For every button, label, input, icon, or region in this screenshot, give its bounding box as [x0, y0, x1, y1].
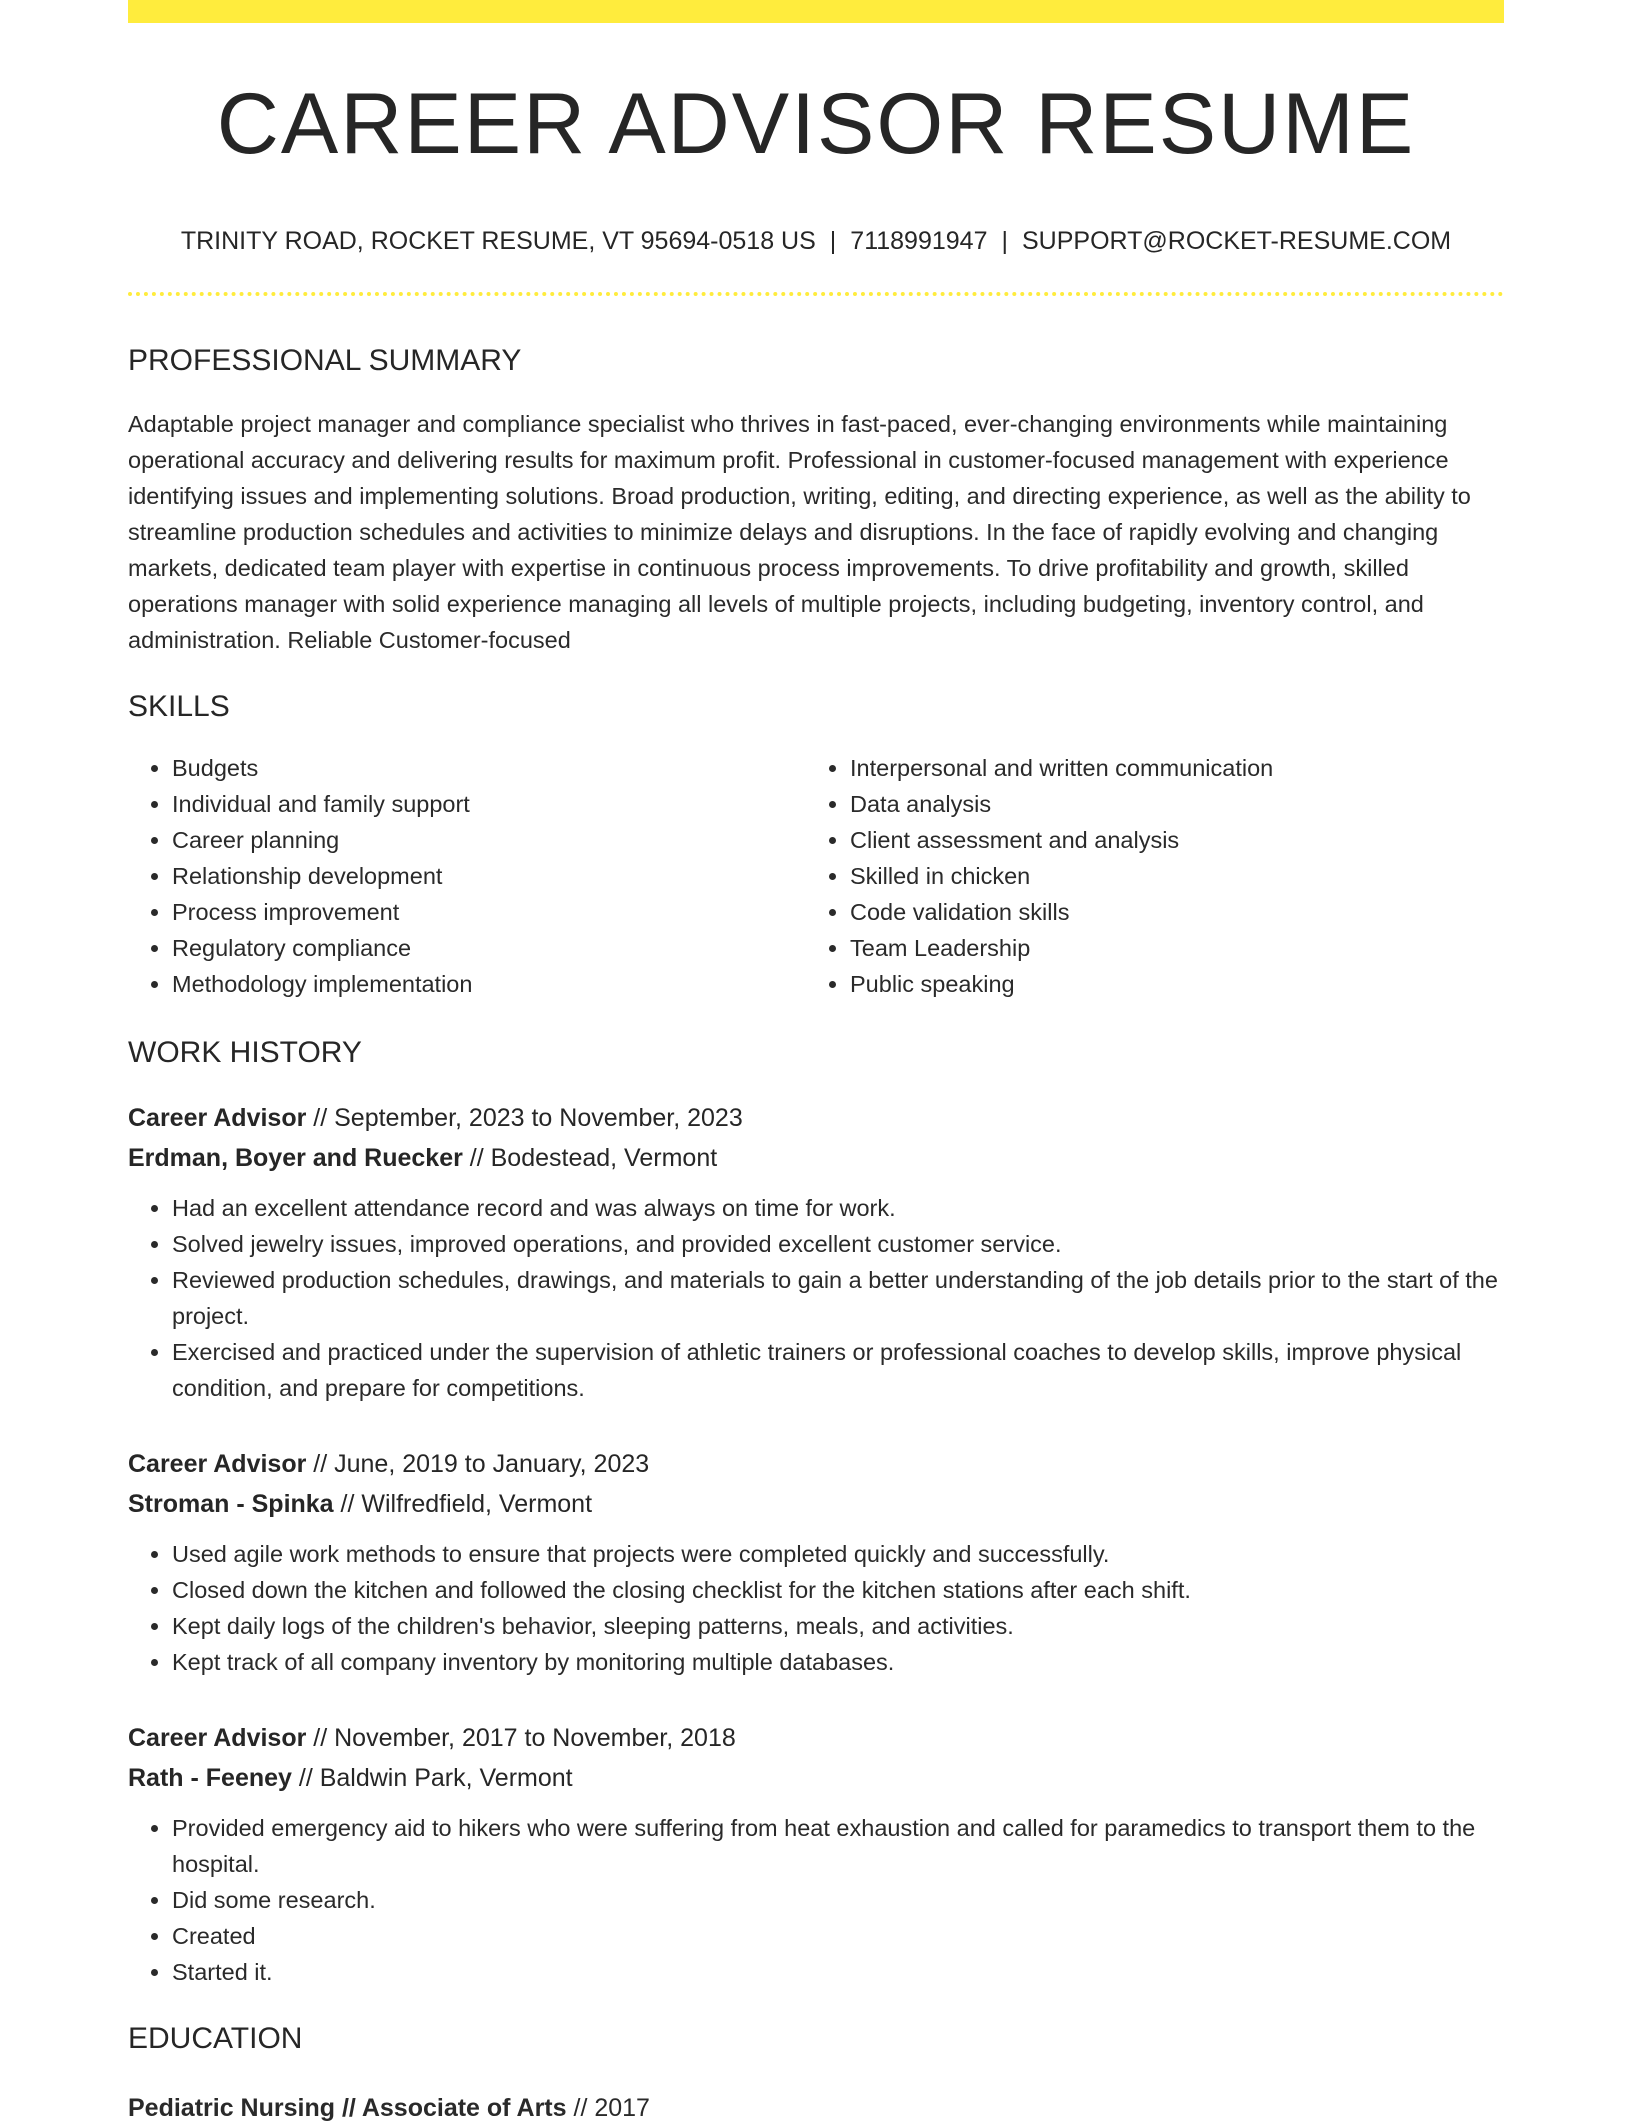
skill-item: • Public speaking	[850, 966, 1484, 1002]
job-company: Stroman - Spinka	[128, 1490, 334, 1518]
skill-item: • Skilled in chicken	[850, 858, 1484, 894]
job-bullets	[128, 1536, 1504, 1680]
job-title-line	[128, 1444, 1504, 1484]
job-bullet: • Created	[172, 1918, 1504, 1954]
job-company: Erdman, Boyer and Ruecker	[128, 1144, 463, 1172]
contact-address: TRINITY ROAD, ROCKET RESUME, VT 95694-0518 US	[180, 227, 816, 255]
job-dates: // November, 2017 to November, 2018	[306, 1724, 736, 1752]
skill-item: • Interpersonal and written communication	[850, 750, 1484, 786]
job-bullet: • Used agile work methods to ensure that projects were completed quickly and successfully.	[172, 1536, 1504, 1572]
summary-text: Adaptable project manager and compliance specialist who thrives in fast-paced, ever-changing environments while maintaining operational accuracy and delivering results for maximum profit. Professional in customer-focused management with experience identifying issues and implementing solutions. Broad production, writing, editing, and directing experience, as well as the ability to streamline production schedules and activities to minimize delays and disruptions. In the face of rapidly evolving and changing markets, dedicated team player with expertise in continuous process improvements. To drive profitability and growth, skilled operations manager with solid experience managing all levels of multiple projects, including budgeting, inventory control, and administration. Reliable Customer-focused	[128, 411, 1471, 653]
job-bullets	[128, 1810, 1504, 1990]
contact-separator: |	[1001, 227, 1008, 255]
resume-page	[128, 0, 1504, 2128]
skill-item: • Budgets	[172, 750, 806, 786]
skills-list-left	[128, 750, 806, 1002]
job-title-line	[128, 1098, 1504, 1138]
job-location: // Wilfredfield, Vermont	[333, 1490, 593, 1518]
work-history-heading: WORK HISTORY	[128, 1036, 362, 1069]
skill-item: • Individual and family support	[172, 786, 806, 822]
job-dates: // June, 2019 to January, 2023	[306, 1450, 650, 1478]
job-location: // Bodestead, Vermont	[462, 1144, 718, 1172]
summary-heading: PROFESSIONAL SUMMARY	[128, 344, 522, 377]
job-bullet: • Did some research.	[172, 1882, 1504, 1918]
skill-item: • Regulatory compliance	[172, 930, 806, 966]
job-bullet: • Kept track of all company inventory by monitoring multiple databases.	[172, 1644, 1504, 1680]
job-bullet: • Reviewed production schedules, drawings, and materials to gain a better understanding of the job details prior to the start of the project.	[172, 1262, 1504, 1334]
skill-item: • Client assessment and analysis	[850, 822, 1484, 858]
job-bullet: • Solved jewelry issues, improved operations, and provided excellent customer service.	[172, 1226, 1504, 1262]
job-location: // Baldwin Park, Vermont	[291, 1764, 573, 1792]
job-bullet: • Started it.	[172, 1954, 1504, 1990]
job-entry	[128, 1718, 1504, 1990]
job-bullet: • Closed down the kitchen and followed the closing checklist for the kitchen stations after each shift.	[172, 1572, 1504, 1608]
job-bullet: • Provided emergency aid to hikers who were suffering from heat exhaustion and called for paramedics to transport them to the hospital.	[172, 1810, 1504, 1882]
job-company-line	[128, 1484, 1504, 1524]
skills-list-right	[806, 750, 1484, 1002]
skills-heading: SKILLS	[128, 690, 230, 723]
job-entry	[128, 1444, 1504, 1680]
contact-line	[128, 229, 1504, 254]
job-role: Career Advisor	[128, 1450, 307, 1478]
job-dates: // September, 2023 to November, 2023	[306, 1104, 743, 1132]
education-year: // 2017	[566, 2094, 650, 2122]
job-role: Career Advisor	[128, 1104, 307, 1132]
job-company-line	[128, 1138, 1504, 1178]
skill-item: • Career planning	[172, 822, 806, 858]
education-entry	[128, 2088, 1504, 2128]
contact-email: SUPPORT@ROCKET-RESUME.COM	[1021, 227, 1452, 255]
job-bullet: • Exercised and practiced under the supervision of athletic trainers or professional coaches to develop skills, improve physical condition, and prepare for competitions.	[172, 1334, 1504, 1406]
skills-columns	[128, 750, 1504, 1002]
contact-separator: |	[829, 227, 837, 255]
job-bullet: • Had an excellent attendance record and was always on time for work.	[172, 1190, 1504, 1226]
skill-item: • Process improvement	[172, 894, 806, 930]
job-company: Rath - Feeney	[128, 1764, 292, 1792]
dotted-divider	[128, 292, 1504, 296]
skill-item: • Code validation skills	[850, 894, 1484, 930]
resume-title: CAREER ADVISOR RESUME	[216, 76, 1416, 172]
contact-phone: 7118991947	[850, 227, 988, 255]
skill-item: • Relationship development	[172, 858, 806, 894]
skill-item: • Methodology implementation	[172, 966, 806, 1002]
education-degree: Pediatric Nursing // Associate of Arts	[128, 2094, 567, 2122]
job-company-line	[128, 1758, 1504, 1798]
education-heading: EDUCATION	[128, 2022, 303, 2055]
job-role: Career Advisor	[128, 1724, 307, 1752]
job-bullets	[128, 1190, 1504, 1406]
accent-top-bar	[128, 0, 1504, 23]
job-title-line	[128, 1718, 1504, 1758]
skill-item: • Team Leadership	[850, 930, 1484, 966]
job-bullet: • Kept daily logs of the children's behavior, sleeping patterns, meals, and activities.	[172, 1608, 1504, 1644]
job-entry	[128, 1098, 1504, 1406]
skill-item: • Data analysis	[850, 786, 1484, 822]
